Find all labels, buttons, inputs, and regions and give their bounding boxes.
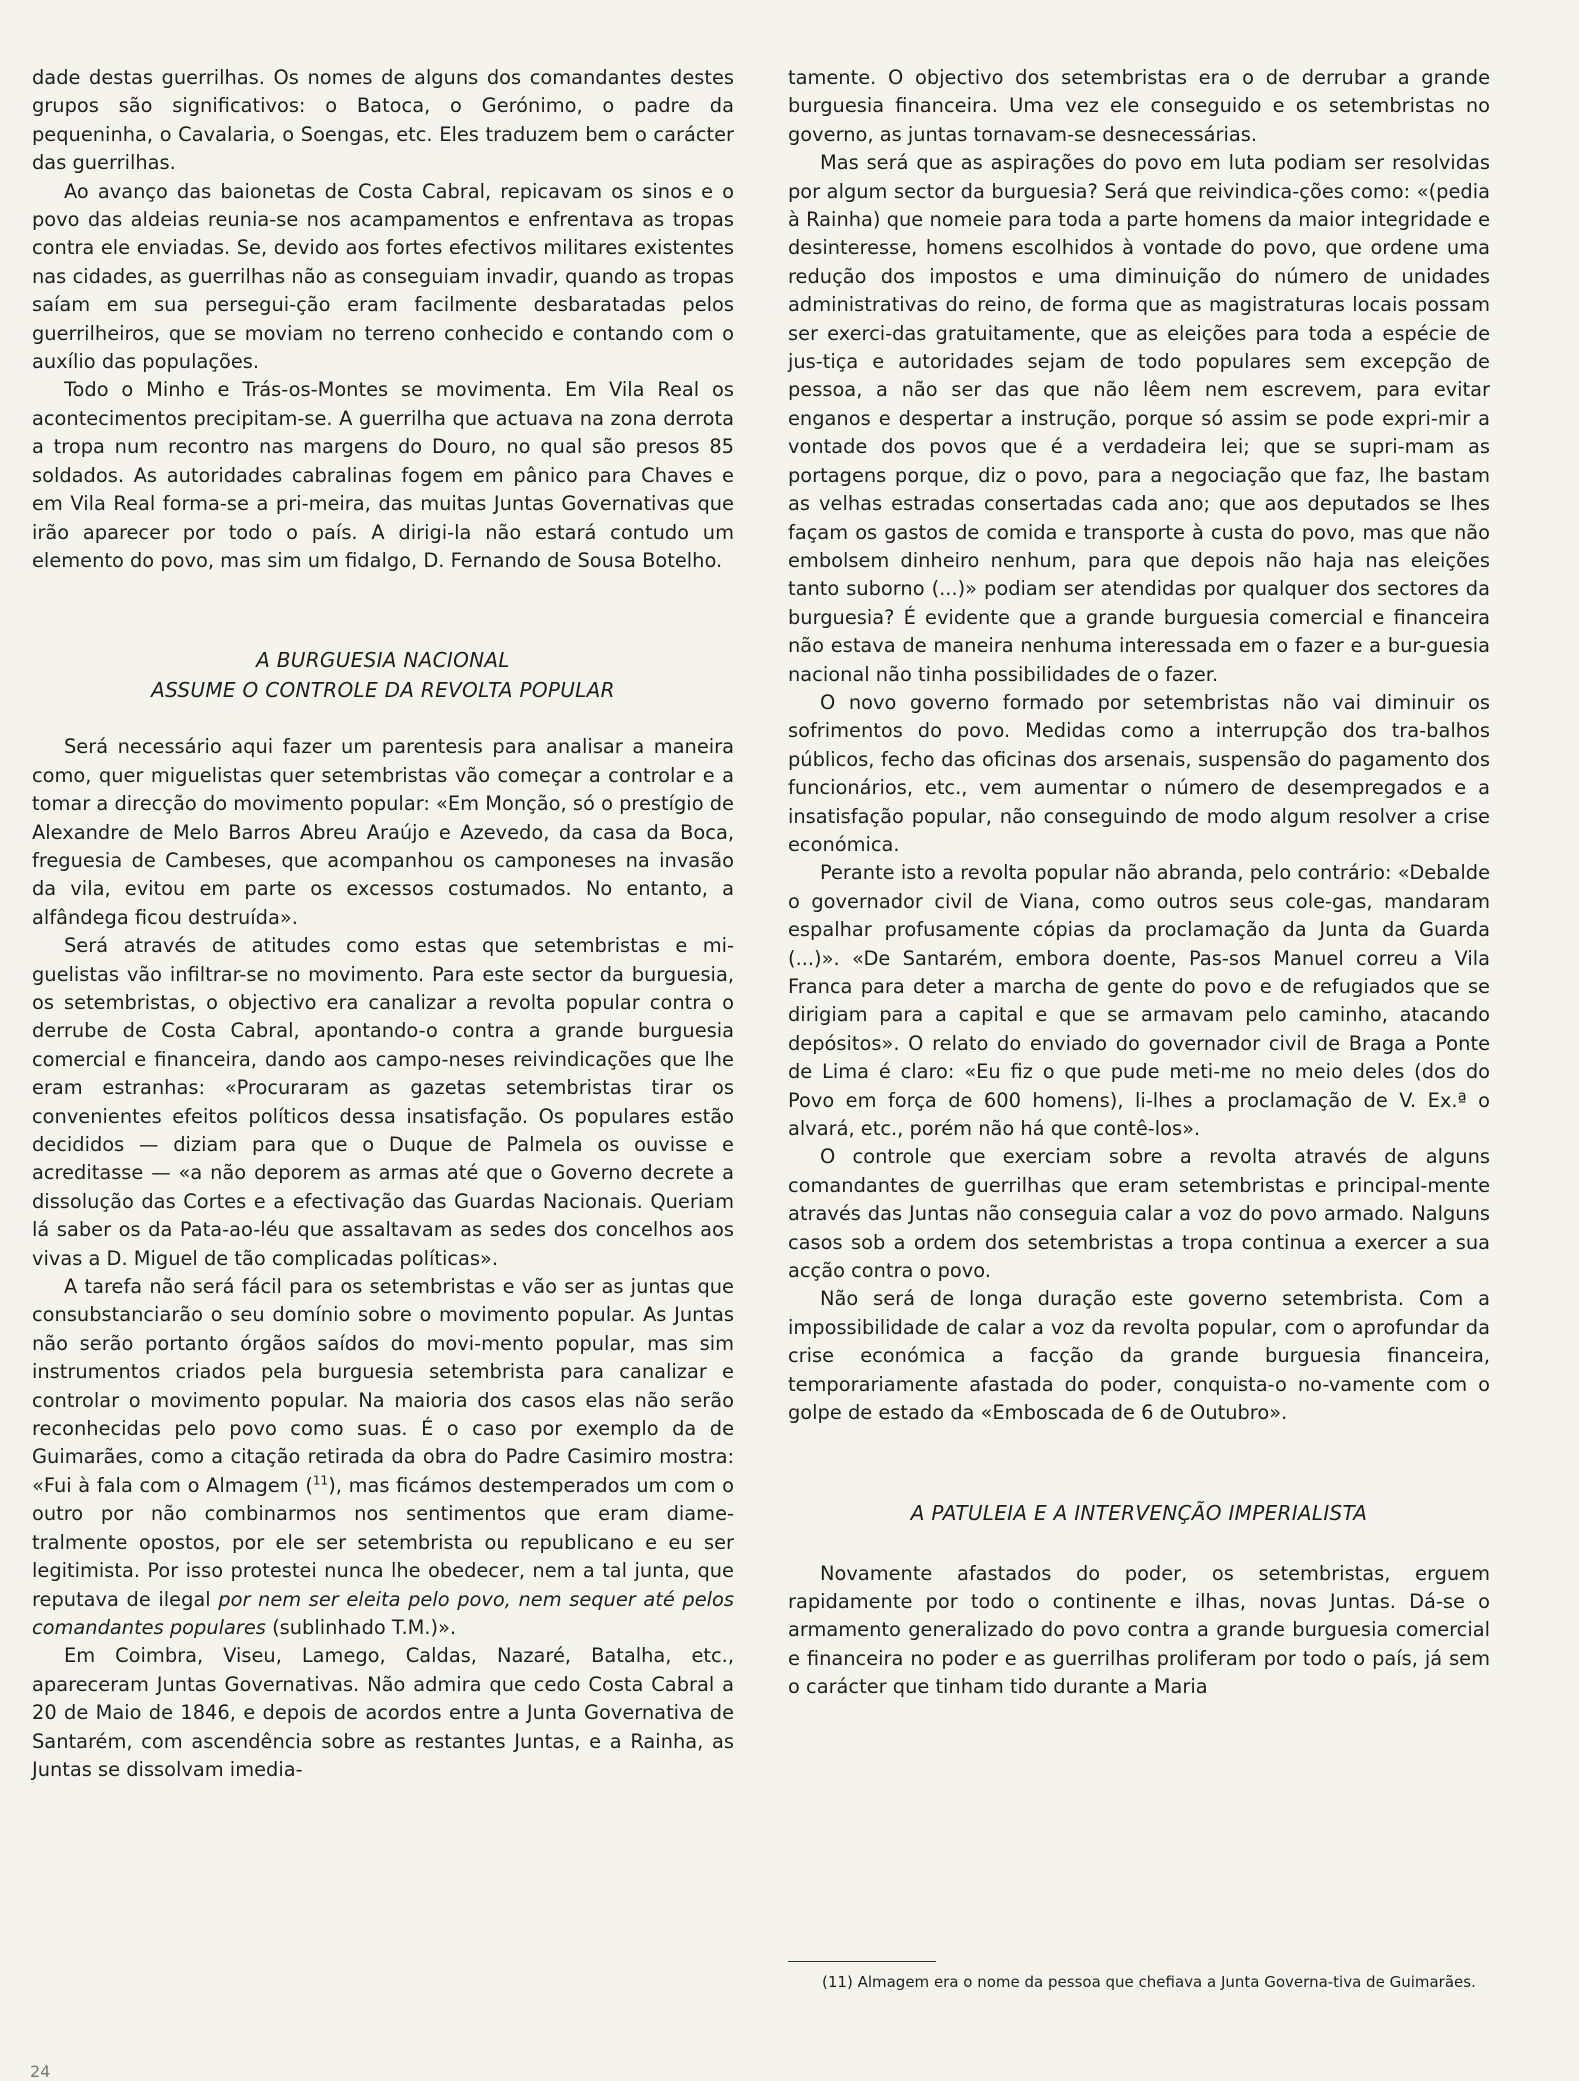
page-number: 24 (30, 2062, 51, 2081)
paragraph: Será necessário aqui fazer um parentesis para analisar a maneira como, quer miguelistas quer setembristas vão começar a controlar e a tomar a direcção do movimento popular: «Em Monção, só o prestígio de Alexandre de Melo Barros Abreu Araújo e Azevedo, da casa da Boca, freguesia de Cambeses, que acompanhou os camponeses na invasão da vila, evitou em parte os excessos costumados. No entanto, a alfândega ficou destruída». (32, 735, 734, 929)
italic-text-run: por nem ser eleita pelo povo, nem sequer até pelos comandantes populares (32, 1587, 734, 1639)
paragraph: Todo o Minho e Trás-os-Montes se movimenta. Em Vila Real os acontecimentos precipitam-se. A guerrilha que actuava na zona derrota a tropa num recontro nas margens do Douro, no qual são presos 85 soldados. As autoridades cabralinas fogem em pânico para Chaves e em Vila Real forma-se a pri-meira, das muitas Juntas Governativas que irão aparecer por todo o país. A dirigi-la não estará contudo um elemento do povo, mas sim um fidalgo, D. Fernando de Sousa Botelho. (32, 378, 734, 572)
paragraph: Novamente afastados do poder, os setembristas, erguem rapidamente por todo o continente e ilhas, novas Juntas. Dá-se o armamento generalizado do povo contra a grande burguesia comercial e financeira no poder e as guerrilhas proliferam por todo o país, já sem o carácter que tinham tido durante a Maria (788, 1561, 1490, 1699)
right-column (788, 64, 1490, 1702)
footnote-marker: 11 (827, 1973, 847, 1991)
left-column (32, 64, 734, 1784)
section-heading (32, 645, 734, 705)
section-heading-line: ASSUME O CONTROLE DA REVOLTA POPULAR (151, 678, 615, 703)
footnote: (11) Almagem era o nome da pessoa que chefiava a Junta Governa-tiva de Guimarães. (822, 1973, 1476, 1991)
paragraph: Mas será que as aspirações do povo em luta podiam ser resolvidas por algum sector da burguesia? Será que reivindica-ções como: «(pedia à Rainha) que nomeie para toda a parte homens da maior integridade e desinteresse, homens escolhidos à vontade do povo, que ordene uma redução dos impostos e uma diminuição do número de unidades administrativas do reino, de forma que as magistraturas locais possam ser exerci-das gratuitamente, que as eleições para toda a espécie de jus-tiça e autoridades sejam de todo populares sem excepção de pessoa, a não ser das que não lêem nem escrevem, para evitar enganos e despertar a instrução, porque só assim se pode expri-mir a vontade dos povos que é a verdadeira lei; que se supri-mam as portagens porque, diz o povo, para a negociação que faz, lhe bastam as velhas estradas consertadas cada ano; que aos deputados se lhes façam os gastos de comida e transporte à custa do povo, mas que não embolsem dinheiro nenhum, para que depois não haja nas eleições tanto suborno (...)» podiam ser atendidas por qualquer dos sectores da burguesia? É evidente que a grande burguesia comercial e financeira não estava de maneira nenhuma interessada em o fazer e a bur-guesia nacional não tinha possibilidades de o fazer. (788, 151, 1490, 686)
text-run: ), mas ficámos destemperados um com o outro por não combinarmos nos sentimentos que eram diame-tralmente opostos, por ele ser setembrista ou republicano e eu ser legitimista. Por isso protestei nunca lhe obedecer, nem a tal junta, que reputava de ilegal (32, 1473, 734, 1611)
paragraph: Em Coimbra, Viseu, Lamego, Caldas, Nazaré, Batalha, etc., apareceram Juntas Governativas. Não admira que cedo Costa Cabral a 20 de Maio de 1846, e depois de acordos entre a Junta Governativa de Santarém, com ascendência sobre as restantes Juntas, e a Rainha, as Juntas se dissolvam imedia- (32, 1644, 734, 1781)
section-heading: A PATULEIA E A INTERVENÇÃO IMPERIALISTA (910, 1500, 1368, 1525)
text-run: (sublinhado T.M.)». (265, 1615, 457, 1639)
paragraph: dade destas guerrilhas. Os nomes de alguns dos comandantes destes grupos são significativos: o Batoca, o Gerónimo, o padre da pequeninha, o Cavalaria, o Soengas, etc. Eles traduzem bem o carácter das guerrilhas. (32, 66, 734, 175)
paragraph: Não será de longa duração este governo setembrista. Com a impossibilidade de calar a voz da revolta popular, com o aprofundar da crise económica a facção da grande burguesia financeira, temporariamente afastada do poder, conquista-o no-vamente com o golpe de estado da «Emboscada de 6 de Outubro». (788, 1287, 1490, 1425)
paragraph: Será através de atitudes como estas que setembristas e mi-guelistas vão infiltrar-se no movimento. Para este sector da burguesia, os setembristas, o objectivo era canalizar a revolta popular contra o derrube de Costa Cabral, apontando-o contra a grande burguesia comercial e financeira, dando aos campo-neses reivindicações que lhe eram estranhas: «Procuraram as gazetas setembristas tirar os convenientes efeitos políticos dessa insatisfação. Os populares estão decididos — diziam para que o Duque de Palmela os ouvisse e acreditasse — «a não deporem as armas até que o Governo decrete a dissolução das Cortes e a efectivação das Guardas Nacionais. Queriam lá saber os da Pata-ao-léu que assaltavam as sedes dos concelhos aos vivas a D. Miguel de tão complicadas políticas». (32, 934, 734, 1270)
footnote-reference: 11 (312, 1473, 329, 1488)
paragraph: tamente. O objectivo dos setembristas era o de derrubar a grande burguesia financeira. Uma vez ele conseguido e os setembristas no governo, as juntas tornavam-se desnecessárias. (788, 66, 1490, 146)
paragraph: Ao avanço das baionetas de Costa Cabral, repicavam os sinos e o povo das aldeias reunia-se nos acampamentos e enfrentava as tropas contra ele enviadas. Se, devido aos fortes efectivos militares existentes nas cidades, as guerrilhas não as conseguiam invadir, quando as tropas saíam em sua persegui-ção eram facilmente desbaratadas pelos guerrilheiros, que se moviam no terreno conhecido e contando com o auxílio das populações. (32, 179, 734, 374)
text-run: A tarefa não será fácil para os setembristas e vão ser as juntas que consubstanciarão o seu domínio sobre o movimento popular. As Juntas não serão portanto órgãos saídos do movi-mento popular, mas sim instrumentos criados pela burguesia setembrista para canalizar e controlar o movimento popular. Na maioria dos casos elas não serão reconhecidas pelo povo como suas. É o caso por exemplo da de Guimarães, como a citação retirada da obra do Padre Casimiro mostra: «Fui à fala com o Almagem ( (32, 1275, 734, 1497)
section-heading-line: A BURGUESIA NACIONAL (256, 648, 510, 673)
paragraph (32, 1273, 734, 1642)
footnote-divider (788, 1961, 936, 1962)
paragraph: Perante isto a revolta popular não abranda, pelo contrário: «Debalde o governador civil de Viana, como outros seus cole-gas, mandaram espalhar profusamente cópias da proclamação da Junta da Guarda (...)». «De Santarém, embora doente, Pas-sos Manuel correu a Vila Franca para deter a marcha de gente do povo e de refugiados que se dirigiam para a capital e que se armavam pelo caminho, atacando depósitos». O relato do enviado do governador civil de Braga a Ponte de Lima é claro: «Eu fiz o que pude meti-me no meio deles (dos do Povo em força de 600 homens), li-lhes a proclamação de V. Ex.ª o alvará, etc., porém não há que contê-los». (788, 861, 1490, 1141)
paragraph: O controle que exerciam sobre a revolta através de alguns comandantes de guerrilhas que eram setembristas e principal-mente através das Juntas não conseguia calar a voz do povo armado. Nalguns casos sob a ordem dos setembristas a tropa continua a exercer a sua acção contra o povo. (788, 1145, 1490, 1283)
paragraph: O novo governo formado por setembristas não vai diminuir os sofrimentos do povo. Medidas como a interrupção dos tra-balhos públicos, fecho das oficinas dos arsenais, suspensão do pagamento dos funcionários, etc., vem aumentar o número de desempregados e a insatisfação popular, não conseguindo de modo algum resolver a crise económica. (788, 690, 1490, 856)
footnote-text: Almagem era o nome da pessoa que chefiava a Junta Governa-tiva de Guimarães. (857, 1973, 1476, 1991)
